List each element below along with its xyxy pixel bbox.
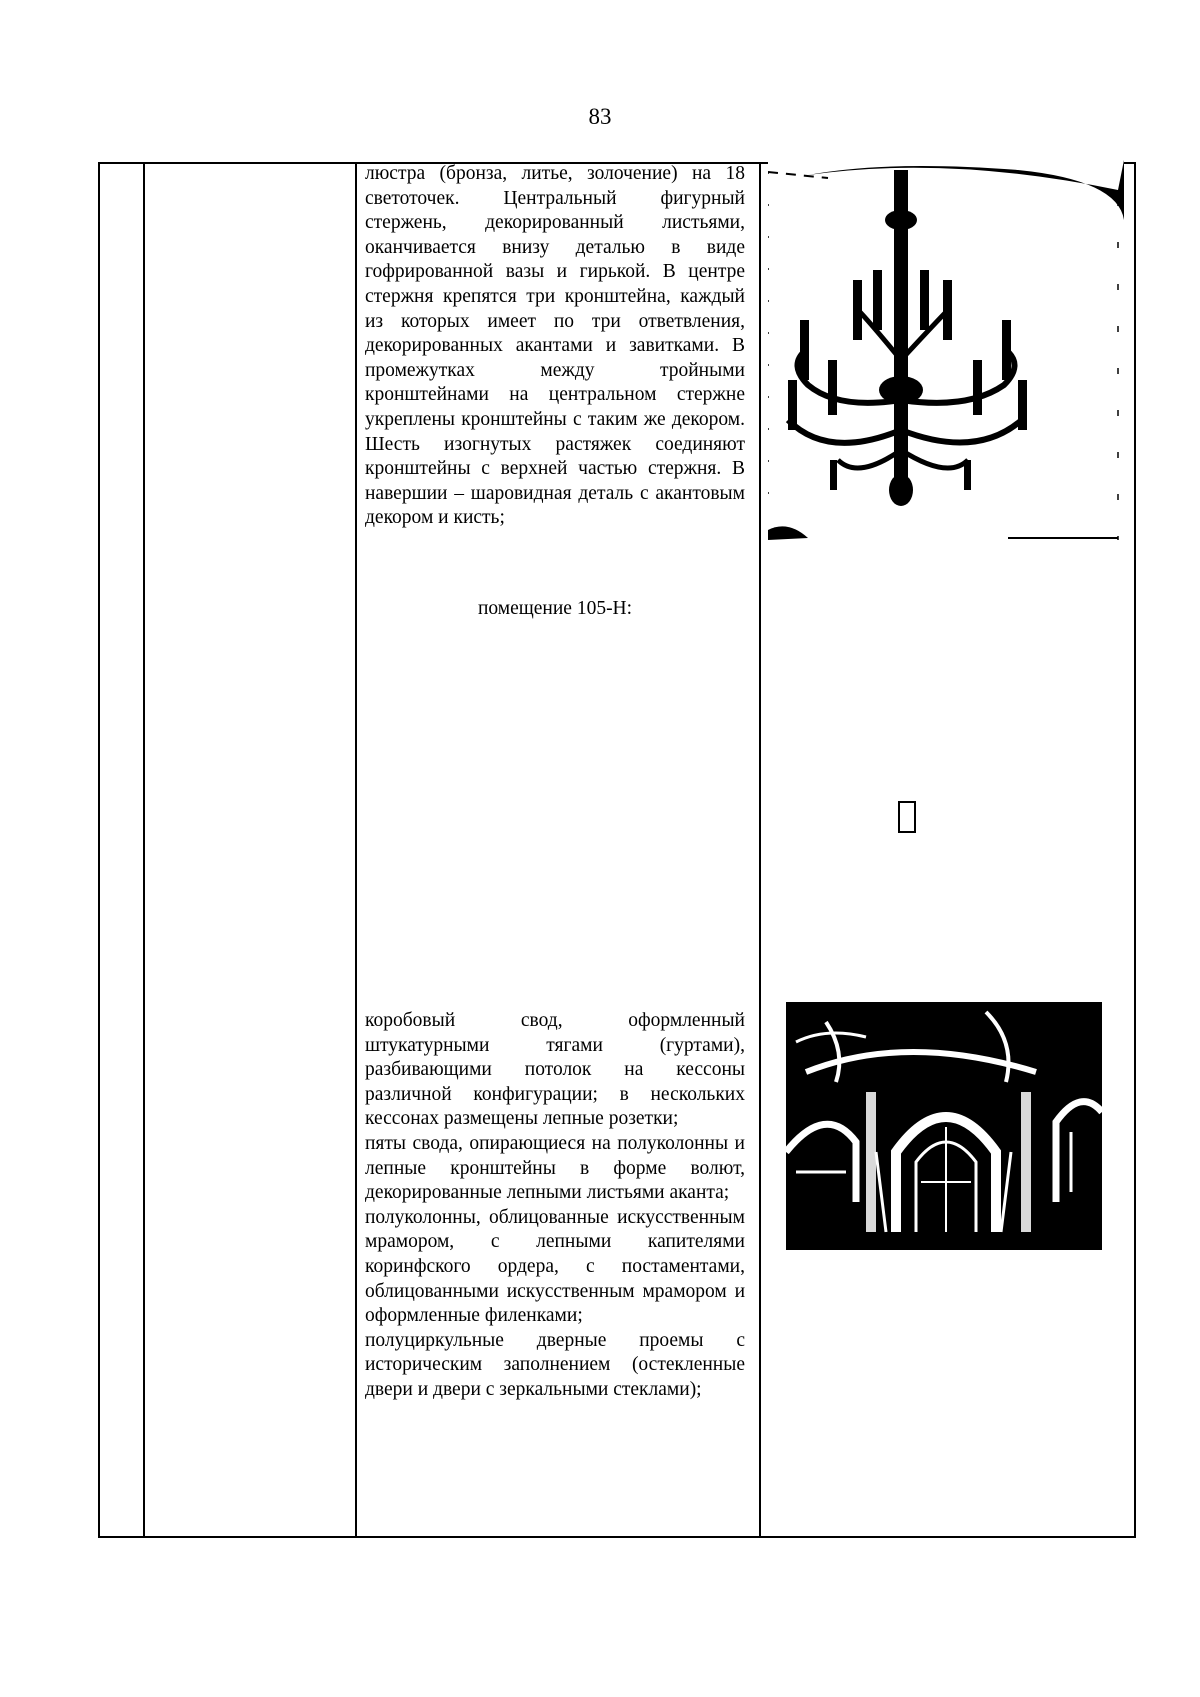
vault-item-2: пяты свода, опирающиеся на полуколонны и лепные кронштейны в форме волют, декорированные лепными листьями аканта; (365, 1132, 745, 1204)
table-bottom-border (98, 1536, 1136, 1538)
chandelier-description (365, 162, 745, 531)
table-right-border (1134, 162, 1136, 1538)
vault-item-4: полуциркульные дверные проемы с историческим заполнением (остекленные двери и двери с зеркальными стеклами); (365, 1329, 745, 1400)
chandelier-silhouette (768, 160, 1124, 546)
missing-image-icon (898, 801, 916, 833)
table-left-border (98, 162, 100, 1538)
vault-item-1: коробовый свод, оформленный штукатурными тягами (гуртами), разбивающими потолок на кессоны различной конфигурации; в нескольких кессонах размещены лепные розетки; (365, 1010, 745, 1130)
chandelier-description-text: люстра (бронза, литье, золочение) на 18 светоточек. Центральный фигурный стержень, декорированный листьями, оканчивается внизу деталью в виде гофрированной вазы и гирькой. В центре стержня крепятся три кронштейна, каждый из которых имеет по три ответвления, декорированных акантами и завитками. В промежутках между тройными кронштейнами на центральном стержне укреплены кронштейны с таким же декором. Шесть изогнутых растяжек соединяют кронштейны с верхней частью стержня. В навершии – шаровидная деталь с акантовым декором и кисть; (365, 163, 745, 529)
column-divider-2 (355, 162, 357, 1538)
room-heading: помещение 105-Н: (477, 598, 633, 619)
vault-item-3: полуколонны, облицованные искусственным мрамором, с лепными капителями коринфского ордера, с постаментами, облицованными искусственным мрамором и оформленные филенками; (365, 1206, 745, 1327)
column-divider-1 (143, 162, 145, 1538)
chandelier-photo (768, 160, 1124, 546)
vaulted-hall-silhouette (786, 1002, 1102, 1250)
vaulted-hall-photo (786, 1002, 1102, 1250)
vault-description (365, 1009, 745, 1403)
column-divider-3 (759, 162, 761, 1538)
page-number: 83 (588, 104, 612, 129)
